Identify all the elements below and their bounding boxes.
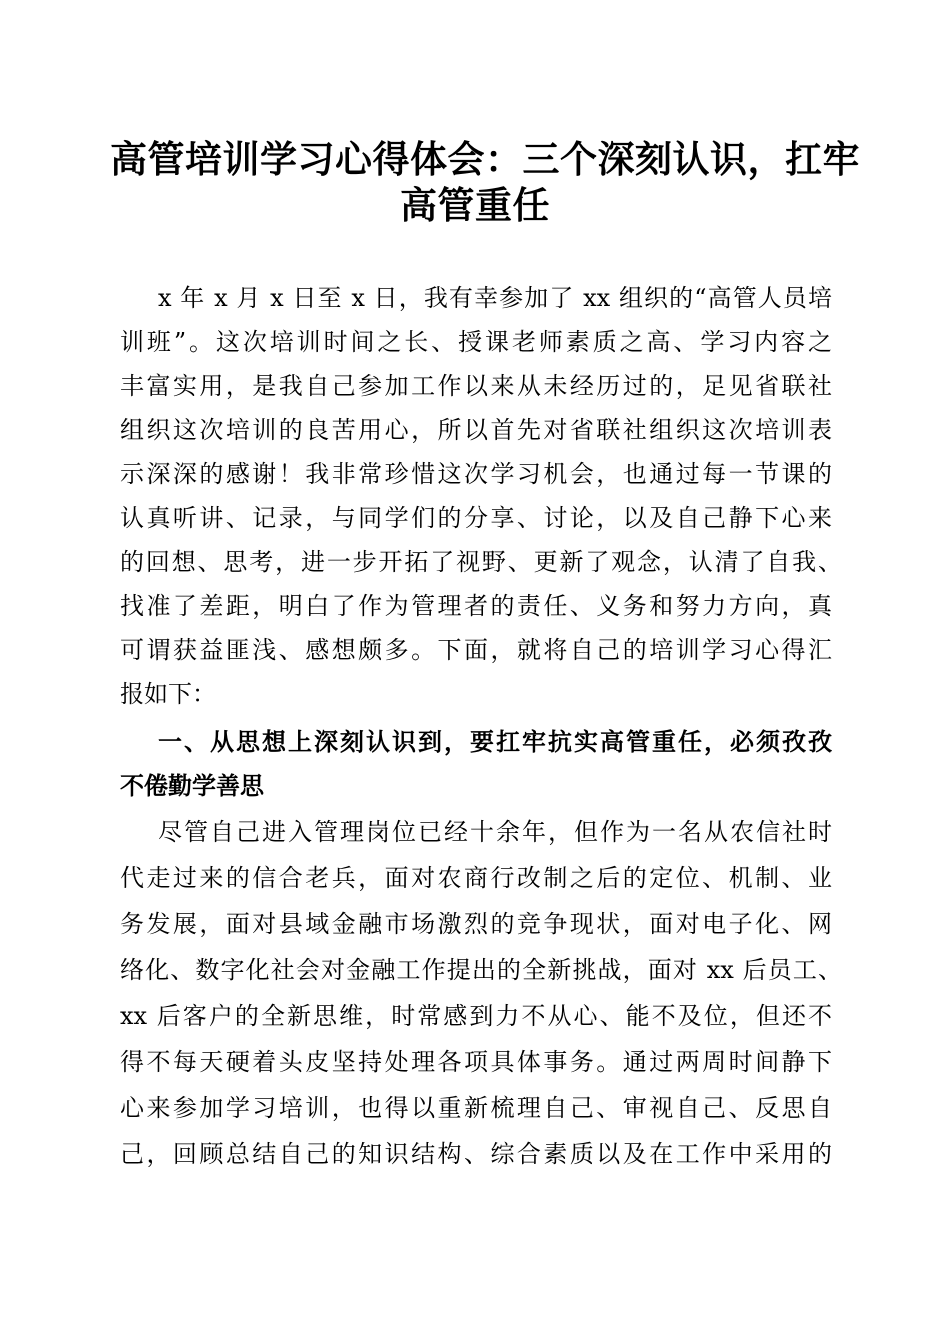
- paragraph-2-line: 得不每天硬着头皮坚持处理各项具体事务。通过两周时间静下: [120, 1048, 832, 1076]
- document-title-line-2: 高管重任: [400, 183, 550, 227]
- paragraph-1-line: 组织这次培训的良苦用心，所以首先对省联社组织这次培训表: [120, 416, 832, 444]
- paragraph-2-line: 务发展，面对县域金融市场激烈的竞争现状，面对电子化、网: [120, 910, 832, 938]
- paragraph-1-line: 丰富实用，是我自己参加工作以来从未经历过的，足见省联社: [120, 372, 832, 400]
- paragraph-2-line: 络化、数字化社会对金融工作提出的全新挑战，面对 xx 后员工、: [120, 956, 842, 984]
- paragraph-1-line: x 年 x 月 x 日至 x 日，我有幸参加了 xx 组织的“高管人员培: [158, 284, 832, 312]
- document-title-line-1: 高管培训学习心得体会：三个深刻认识，扛牢: [110, 137, 860, 181]
- paragraph-1-line: 可谓获益匪浅、感想颇多。下面，就将自己的培训学习心得汇: [120, 636, 832, 664]
- paragraph-2-line: 尽管自己进入管理岗位已经十余年，但作为一名从农信社时: [158, 818, 832, 846]
- paragraph-1-line: 认真听讲、记录，与同学们的分享、讨论，以及自己静下心来: [120, 504, 832, 532]
- paragraph-1-line: 示深深的感谢！我非常珍惜这次学习机会，也通过每一节课的: [120, 460, 832, 488]
- paragraph-1-line: 训班”。这次培训时间之长、授课老师素质之高、学习内容之: [120, 328, 832, 356]
- paragraph-1-line: 的回想、思考，进一步开拓了视野、更新了观念，认清了自我、: [120, 548, 842, 576]
- section-heading-1-line: 不倦勤学善思: [120, 772, 264, 800]
- paragraph-2-line: 己，回顾总结自己的知识结构、综合素质以及在工作中采用的: [120, 1140, 832, 1168]
- section-heading-1-line: 一、从思想上深刻认识到，要扛牢抗实高管重任，必须孜孜: [158, 728, 832, 756]
- paragraph-1-line: 找准了差距，明白了作为管理者的责任、义务和努力方向，真: [120, 592, 832, 620]
- paragraph-2-line: xx 后客户的全新思维，时常感到力不从心、能不及位，但还不: [120, 1002, 832, 1030]
- paragraph-2-line: 代走过来的信合老兵，面对农商行改制之后的定位、机制、业: [120, 864, 832, 892]
- paragraph-2-line: 心来参加学习培训，也得以重新梳理自己、审视自己、反思自: [120, 1094, 832, 1122]
- paragraph-1-line: 报如下：: [120, 680, 216, 708]
